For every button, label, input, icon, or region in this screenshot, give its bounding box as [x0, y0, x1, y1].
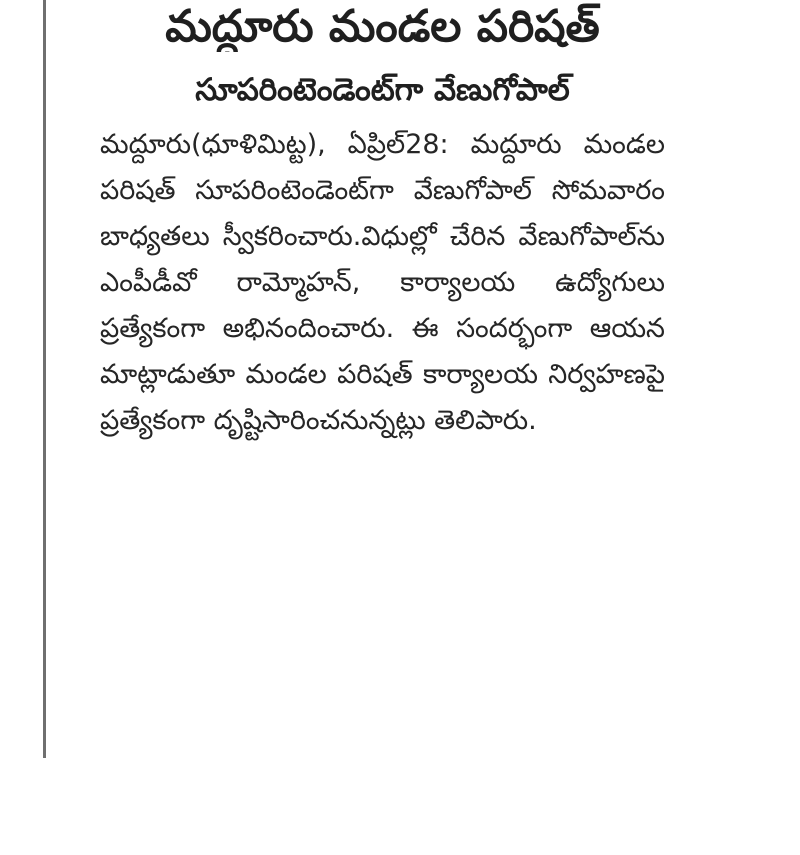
column-divider	[43, 0, 46, 758]
news-article	[100, 0, 665, 444]
article-body: మద్దూరు(ధూళిమిట్ట), ఏప్రిల్28: మద్దూరు మండల పరిషత్ సూపరింటెండెంట్‌గా వేణుగోపాల్ సోమవారం బాధ్యతలు స్వీకరించారు.విధుల్లో చేరిన వేణుగోపాల్‌ను ఎంపీడీవో రామ్మోహన్, కార్యాలయ ఉద్యోగులు ప్రత్యేకంగా అభినందించారు. ఈ సందర్భంగా ఆయన మాట్లాడుతూ మండల పరిషత్ కార్యాలయ నిర్వహణపై ప్రత్యేకంగా దృష్టిసారించనున్నట్లు తెలిపారు.	[100, 129, 665, 436]
article-subheadline: సూపరింటెండెంట్‌గా వేణుగోపాల్	[195, 72, 570, 108]
article-headline: మద్దూరు మండల పరిషత్	[165, 1, 600, 52]
